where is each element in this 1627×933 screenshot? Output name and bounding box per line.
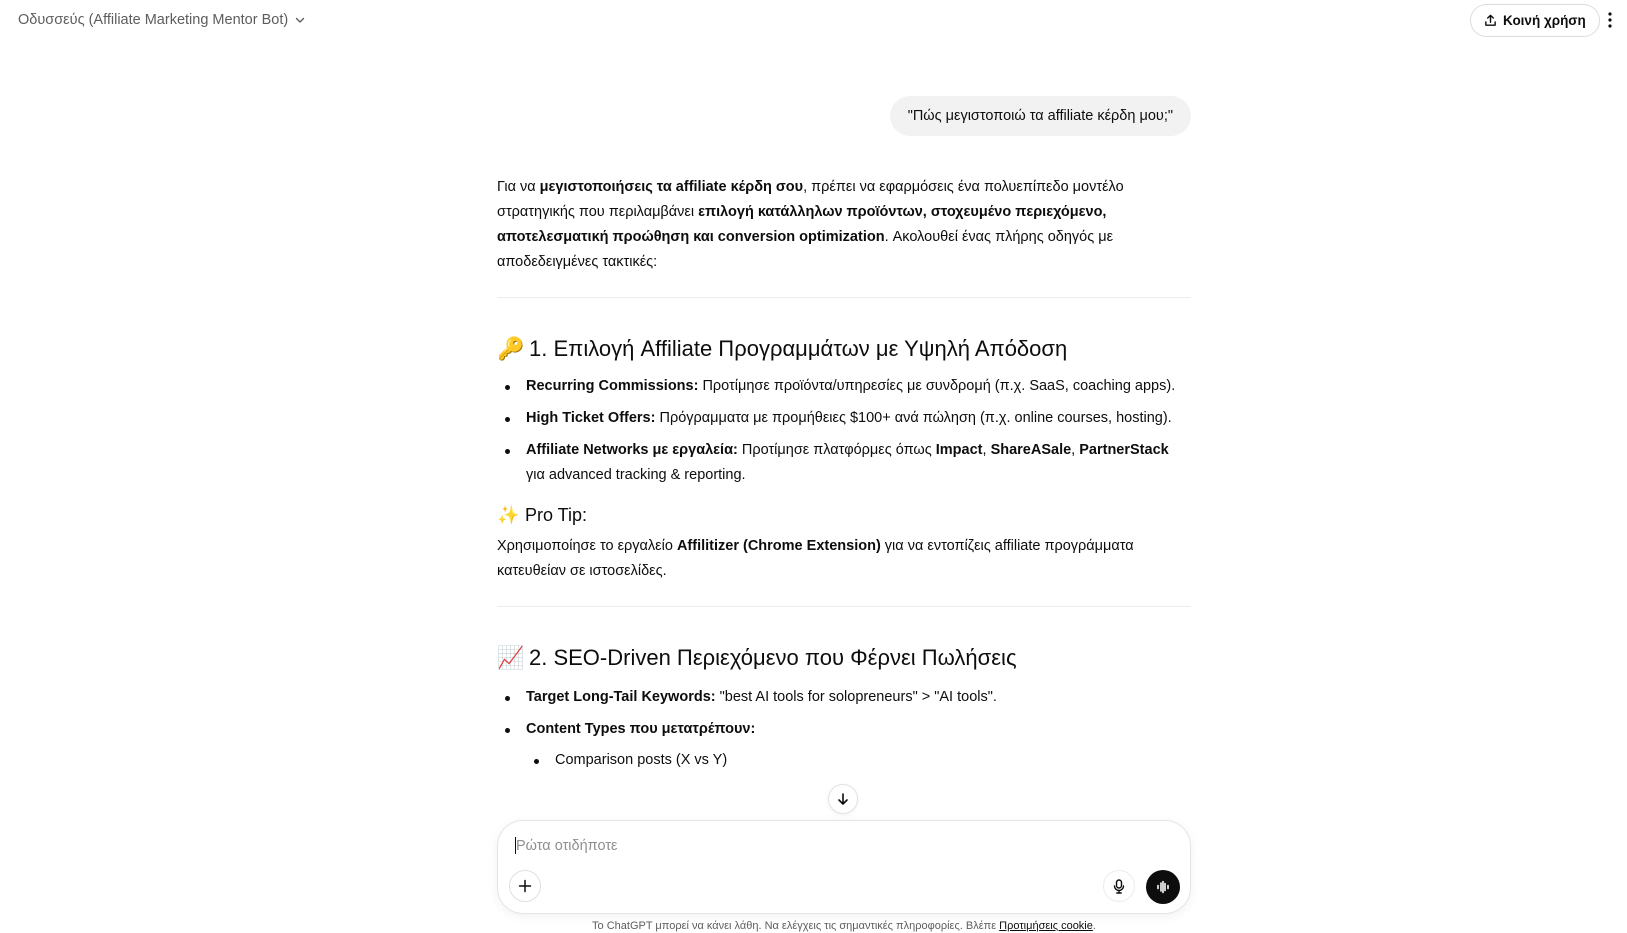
divider [497,606,1191,607]
item-text: για advanced tracking & reporting. [526,467,746,483]
dictate-button[interactable] [1103,870,1135,902]
tip-text: Χρησιμοποίησε το εργαλείο [497,538,677,554]
section-title: 2. SEO-Driven Περιεχόμενο που Φέρνει Πωλήσεις [529,645,1017,670]
share-button[interactable] [1470,4,1600,37]
key-icon: 🔑 [497,336,525,361]
voice-mode-button[interactable] [1146,870,1180,904]
tip-bold: Affilitizer (Chrome Extension) [676,538,881,554]
item-text: , [1071,442,1080,458]
section-heading [497,643,1191,673]
sparkles-icon: ✨ [497,505,520,525]
more-vertical-icon [1608,12,1612,28]
bullet-list [497,374,1191,488]
user-message: "Πώς μεγιστοποιώ τα affiliate κέρδη μου;" [890,96,1191,136]
chart-increasing-icon: 📈 [497,645,525,670]
item-text: Προτίμησε προϊόντα/υπηρεσίες με συνδρομή (π.χ. SaaS, coaching apps). [698,378,1176,394]
intro-text: Για να [497,179,540,195]
item-text: Προτίμησε πλατφόρμες όπως [737,442,936,458]
intro-text: , πρέπει να εφαρμόσεις ένα πολυεπίπεδο μοντέλο στρατηγικής που περιλαμβάνει [497,179,1124,220]
composer [497,820,1191,914]
list-item [497,685,1191,710]
list-item [497,438,1191,488]
prompt-input[interactable] [516,834,1156,858]
share-label: Κοινή χρήση [1503,13,1586,28]
scroll-to-bottom-button[interactable] [828,784,858,814]
item-text: "best AI tools for solopreneurs" > "AI tools". [715,689,997,705]
disclaimer-end: . [1092,920,1096,932]
pro-tip-heading [497,502,1191,528]
share-upload-icon [1484,14,1497,27]
item-label: Content Types που μετατρέπουν: [526,721,756,737]
text-caret [515,837,516,854]
voice-waveform-icon [1155,879,1171,895]
assistant-message [497,175,1191,773]
sub-list-item: Comparison posts (X vs Y) [526,748,1191,773]
microphone-icon [1112,879,1126,894]
more-options-button[interactable] [1600,8,1620,32]
intro-text: . Ακολουθεί ένας πλήρης οδηγός με αποδεδειγμένες τακτικές: [497,229,1114,270]
item-label: High Ticket Offers: [526,410,656,426]
disclaimer-note [497,920,1191,933]
tip-text: για να εντοπίζεις affiliate προγράμματα κατευθείαν σε ιστοσελίδες. [497,538,1134,579]
model-switcher[interactable] [10,6,314,34]
intro-bold: επιλογή κατάλληλων προϊόντων, στοχευμένο περιεχόμενο, αποτελεσματική προώθηση και conversion optimization [497,204,1107,245]
sub-list [526,748,1191,773]
cookie-preferences-link[interactable]: Προτιμήσεις cookie [999,920,1093,932]
item-label: Target Long-Tail Keywords: [526,689,716,705]
item-bold: PartnerStack [1079,442,1169,458]
item-text: Πρόγραμματα με προμήθειες $100+ ανά πώληση (π.χ. online courses, hosting). [655,410,1172,426]
item-label: Recurring Commissions: [526,378,699,394]
model-title: Οδυσσεύς (Affiliate Marketing Mentor Bot) [18,12,289,28]
pro-tip-paragraph [497,534,1191,584]
item-bold: ShareASale [990,442,1072,458]
section-title: 1. Επιλογή Affiliate Προγραμμάτων με Υψηλή Απόδοση [529,336,1068,361]
intro-bold: μεγιστοποιήσεις τα affiliate κέρδη σου [539,179,804,195]
item-bold: Impact [935,442,983,458]
add-attachment-button[interactable] [509,870,541,902]
chevron-down-icon [294,14,306,26]
bullet-list [497,685,1191,773]
arrow-down-icon [836,792,850,806]
list-item [497,374,1191,399]
section-heading [497,334,1191,364]
list-item [497,406,1191,431]
divider [497,297,1191,298]
item-label: Affiliate Networks με εργαλεία: [526,442,738,458]
plus-icon [518,879,532,893]
item-text: , [982,442,991,458]
intro-paragraph [497,175,1191,275]
top-bar [0,0,1627,40]
pro-tip-title: Pro Tip: [525,505,588,525]
disclaimer-text: Το ChatGPT μπορεί να κάνει λάθη. Να ελέγχεις τις σημαντικές πληροφορίες. Βλέπε [592,920,1000,932]
list-item [497,717,1191,773]
